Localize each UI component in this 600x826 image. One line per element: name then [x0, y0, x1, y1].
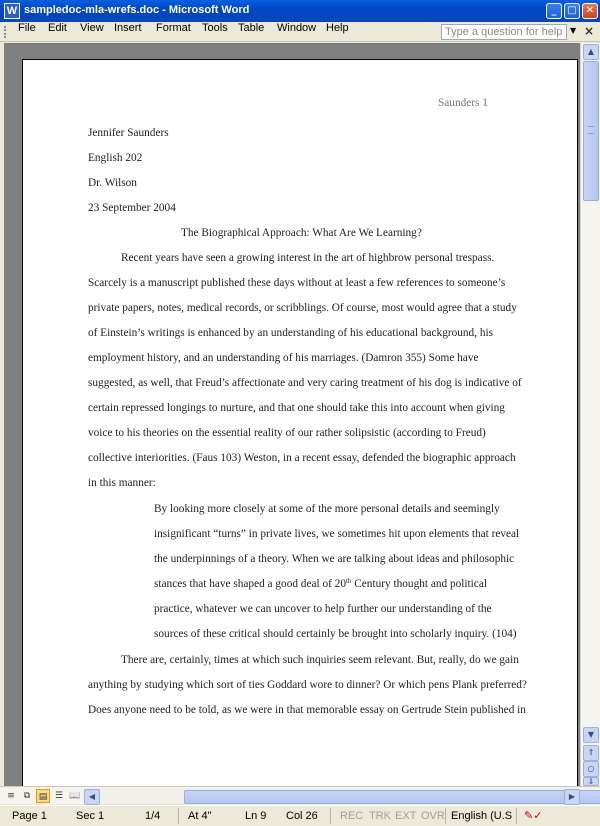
close-button[interactable]: [582, 3, 598, 19]
outline-view-button[interactable]: [52, 789, 66, 803]
close-document-icon[interactable]: ×: [584, 24, 595, 38]
maximize-button[interactable]: [564, 3, 580, 19]
page-header: Saunders 1: [438, 97, 488, 109]
right-arrow-icon: ▶: [568, 792, 576, 801]
paragraph-line: voice to his theories on the essential reality of our rather solipsistic (according to Freud): [88, 427, 486, 439]
outline-view-icon: ☰: [54, 791, 64, 801]
paragraph-line: in this manner:: [88, 477, 156, 489]
paragraph-line: certain repressed longings to nurture, and that one should take this into account when giving: [88, 402, 505, 414]
paragraph-line: employment history, and an understanding of his marriages. (Damron 355) Some have: [88, 352, 479, 364]
status-page-count: 1/4: [145, 810, 161, 822]
scroll-up-button[interactable]: [583, 44, 599, 60]
reading-layout-button[interactable]: [68, 789, 82, 803]
select-browse-object-button[interactable]: [583, 761, 599, 777]
previous-page-button[interactable]: [583, 745, 599, 761]
normal-view-icon: ≡: [7, 791, 15, 801]
status-ovr[interactable]: OVR: [421, 810, 445, 822]
scroll-left-button[interactable]: [84, 789, 100, 805]
word-icon: W: [4, 3, 20, 19]
double-down-arrow-icon: ⇓: [587, 777, 595, 786]
menu-view[interactable]: View: [80, 22, 104, 34]
quote-line: stances that have shaped a good deal of 20th Century thought and political: [154, 577, 487, 590]
heading-course: English 202: [88, 152, 143, 164]
heading-instructor: Dr. Wilson: [88, 177, 137, 189]
paragraph-line: Recent years have seen a growing interest in the art of highbrow personal trespass.: [121, 252, 495, 264]
document-workspace: [0, 43, 580, 786]
ask-dropdown-icon[interactable]: ▼: [570, 26, 577, 35]
scroll-down-button[interactable]: [583, 727, 599, 743]
vertical-scrollbar[interactable]: [580, 43, 600, 786]
web-layout-icon: ⧉: [23, 791, 31, 801]
menu-file[interactable]: File: [18, 22, 36, 34]
status-ext[interactable]: EXT: [395, 810, 417, 822]
web-layout-view-button[interactable]: [20, 789, 34, 803]
scroll-right-button[interactable]: [564, 789, 580, 805]
left-arrow-icon: ◀: [88, 792, 96, 801]
status-line: Ln 9: [245, 810, 267, 822]
minimize-button[interactable]: [546, 3, 562, 19]
paragraph-line: collective interiorities. (Faus 103) Weston, in a recent essay, defended the biographic approach: [88, 452, 516, 464]
down-arrow-icon: ▼: [587, 730, 595, 739]
vertical-scroll-thumb[interactable]: [583, 61, 599, 201]
paragraph-line: There are, certainly, times at which such inquiries seem relevant. But, really, do we gain: [121, 654, 519, 666]
normal-view-button[interactable]: [4, 789, 18, 803]
menu-bar: [0, 22, 600, 42]
status-column: Col 26: [286, 810, 318, 822]
paragraph-line: Does anyone need to be told, as we were in that memorable essay on Gertrude Stein published in: [88, 704, 526, 716]
paragraph-line: private papers, notes, medical records, or scribblings. Of course, most would agree that a study: [88, 302, 517, 314]
menu-format[interactable]: Format: [156, 22, 191, 34]
menu-tools[interactable]: Tools: [202, 22, 228, 34]
toolbar-grip[interactable]: [4, 26, 7, 38]
status-page: Page 1: [12, 810, 47, 822]
browse-object-icon: ○: [587, 764, 595, 773]
status-trk[interactable]: TRK: [369, 810, 391, 822]
document-title: The Biographical Approach: What Are We Learning?: [181, 227, 422, 239]
status-at: At 4": [188, 810, 212, 822]
close-icon: ✕: [585, 5, 595, 16]
status-rec[interactable]: REC: [340, 810, 364, 822]
horizontal-scroll-area: [0, 786, 600, 804]
window-title: sampledoc-mla-wrefs.doc - Microsoft Word: [24, 4, 250, 16]
menu-table[interactable]: Table: [238, 22, 265, 34]
horizontal-scroll-thumb[interactable]: [184, 790, 600, 804]
up-arrow-icon: ▲: [587, 47, 595, 56]
menu-insert[interactable]: Insert: [114, 22, 142, 34]
minimize-icon: _: [551, 5, 557, 16]
ask-question-input[interactable]: Type a question for help: [441, 24, 567, 40]
status-bar: [0, 805, 600, 826]
quote-line: practice, whatever we can uncover to help further our understanding of the: [154, 603, 492, 615]
next-page-button[interactable]: [583, 777, 599, 786]
status-language: English (U.S: [451, 810, 513, 822]
spelling-status-icon[interactable]: ✎✓: [524, 809, 543, 822]
paragraph-line: suggested, as well, that Freud’s affectionate and very caring treatment of his dog is indicative of: [88, 377, 522, 389]
heading-date: 23 September 2004: [88, 202, 176, 214]
print-layout-icon: ▤: [38, 792, 48, 802]
title-bar: [0, 0, 600, 22]
quote-line: insignificant “turns” in private lives, we sometimes hit upon elements that reveal: [154, 528, 520, 540]
status-section: Sec 1: [76, 810, 105, 822]
paragraph-line: anything by studying which sort of ties Goddard wore to dinner? Or which pens Plank preferred?: [88, 679, 527, 691]
superscript-th: th: [345, 577, 352, 585]
paragraph-line: of Einstein’s writings is enhanced by an understanding of his educational background, his: [88, 327, 494, 339]
quote-line: sources of these critical should certainly be brought into scholarly inquiry. (104): [154, 628, 517, 640]
reading-layout-icon: 📖: [69, 791, 81, 801]
menu-help[interactable]: Help: [326, 22, 349, 34]
heading-name: Jennifer Saunders: [88, 127, 169, 139]
menu-window[interactable]: Window: [277, 22, 317, 34]
maximize-icon: □: [567, 5, 577, 16]
horizontal-scrollbar[interactable]: [84, 788, 580, 804]
quote-line: By looking more closely at some of the more personal details and seemingly: [154, 503, 500, 515]
menu-edit[interactable]: Edit: [48, 22, 67, 34]
print-layout-view-button[interactable]: [36, 789, 50, 803]
paragraph-line: Scarcely is a manuscript published these days without at least a few references to someone’s: [88, 277, 506, 289]
document-page[interactable]: [22, 59, 578, 786]
quote-line: the underpinnings of a theory. When we are talking about ideas and philosophic: [154, 553, 515, 565]
double-up-arrow-icon: ⇑: [587, 748, 595, 757]
